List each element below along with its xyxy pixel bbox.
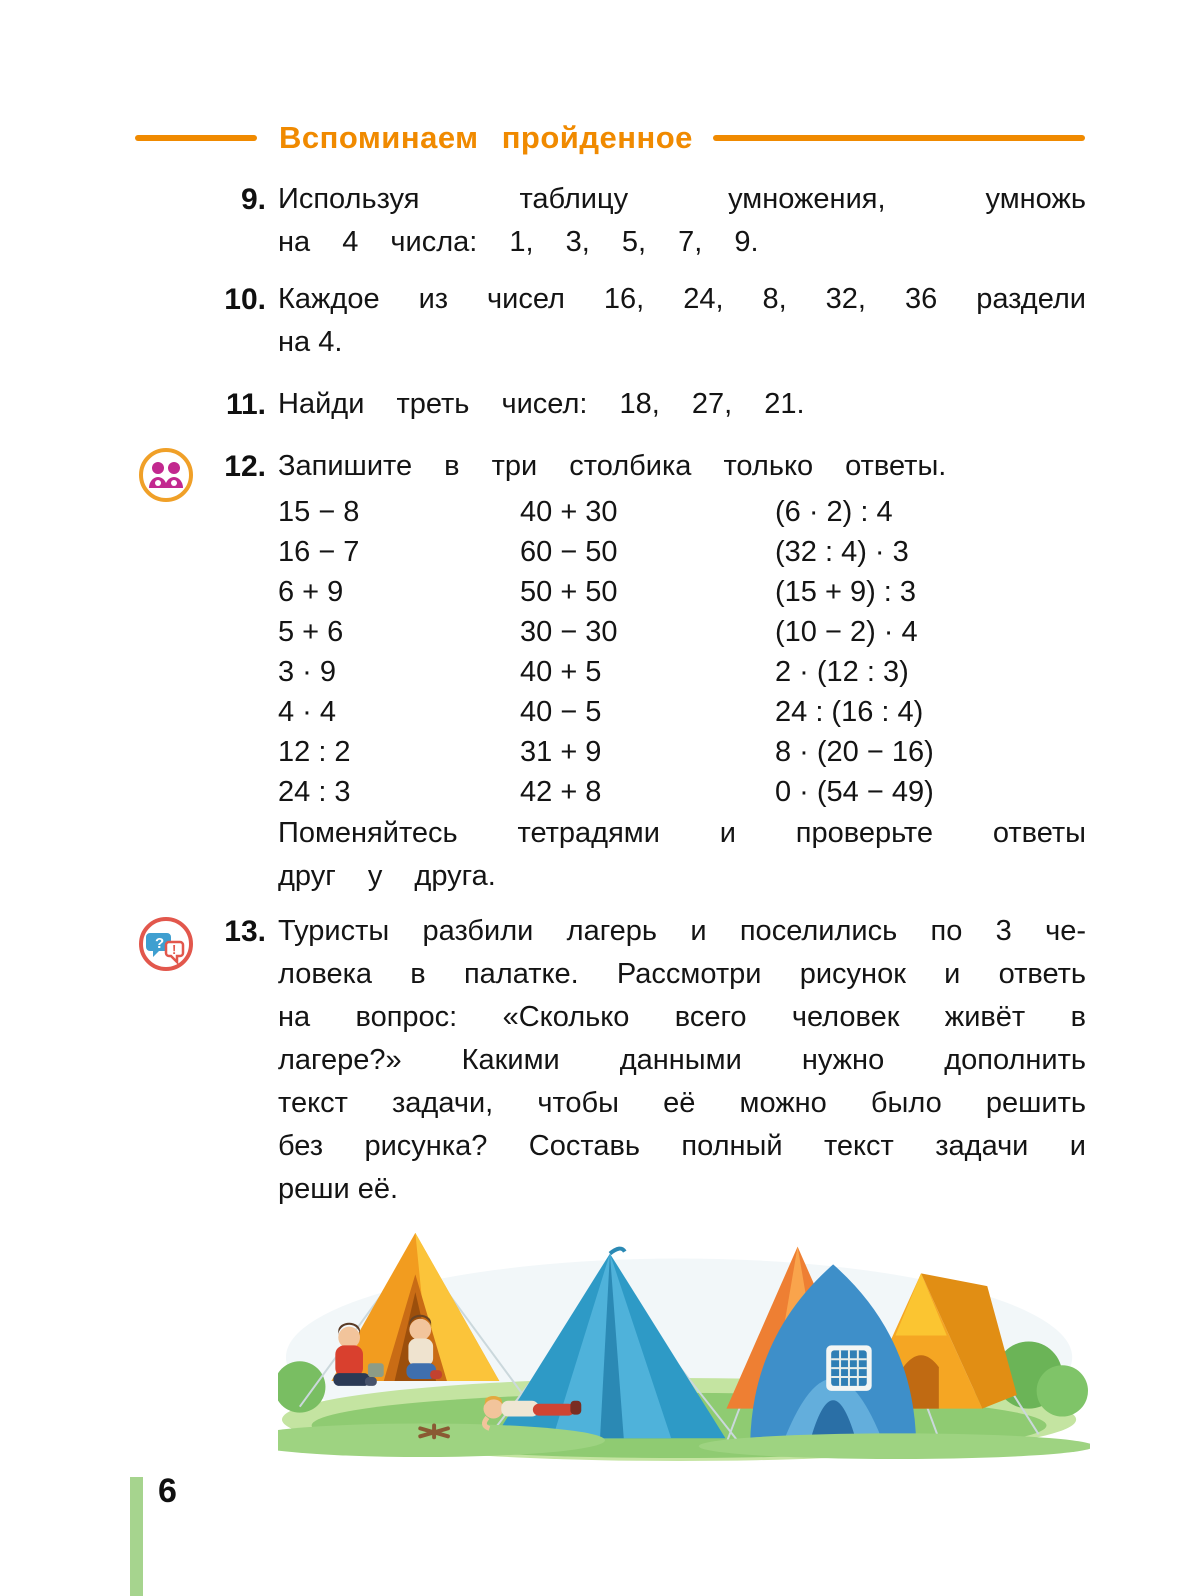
expression-column-1 (278, 492, 520, 812)
problem-number: 12. (224, 450, 266, 483)
problem-number: 13. (224, 915, 266, 948)
bush (1037, 1365, 1088, 1416)
expression: 12 : 2 (278, 736, 351, 768)
camp-scene-image (278, 1219, 1090, 1461)
svg-text:!: ! (172, 942, 177, 957)
problem-text-line: Найди треть чисел: 18, 27, 21. (278, 388, 805, 420)
expression: 5 + 6 (278, 616, 344, 648)
expression: (15 + 9) : 3 (775, 576, 917, 608)
pair-work-icon (138, 447, 194, 503)
expression: 16 − 7 (278, 536, 360, 568)
problem-12 (224, 445, 1086, 898)
expression: 40 + 30 (520, 496, 618, 528)
camp-illustration (278, 1219, 1090, 1461)
expression: 60 − 50 (520, 536, 618, 568)
expression-column-2 (520, 492, 775, 812)
expression: 50 + 50 (520, 576, 618, 608)
expression: 15 − 8 (278, 496, 360, 528)
problem-text-line: без рисунка? Составь полный текст задачи и (278, 1130, 1086, 1162)
problem-text-line: друг у друга. (278, 860, 496, 892)
expression: 30 − 30 (520, 616, 618, 648)
problem-text-line: реши её. (278, 1173, 399, 1205)
problem-text-line: Поменяйтесь тетрадями и проверьте ответы (278, 817, 1086, 849)
problem-number: 9. (240, 183, 266, 216)
problem-text-line: на 4. (278, 326, 343, 358)
problem-number: 10. (224, 283, 266, 316)
problem-text-line: на вопрос: «Сколько всего человек живёт в (278, 1001, 1086, 1033)
problem-text-line: Используя таблицу умножения, умножь (278, 183, 1086, 215)
header-rule-right-icon (713, 135, 1085, 141)
header-rule-left-icon (135, 135, 257, 141)
question-answer-icon (138, 916, 194, 972)
expression-column-3 (775, 492, 1086, 812)
expression: 31 + 9 (520, 736, 602, 768)
expression: 40 − 5 (520, 696, 602, 728)
problem-number: 11. (225, 388, 266, 421)
problem-10 (224, 278, 1086, 364)
problem-text-line: Каждое из чисел 16, 24, 8, 32, 36 раздели (278, 283, 1086, 315)
expression: 40 + 5 (520, 656, 602, 688)
svg-text:?: ? (155, 935, 165, 952)
expression: 6 + 9 (278, 576, 344, 608)
expression: (32 : 4) · 3 (775, 536, 909, 568)
page-number: 6 (158, 1472, 177, 1510)
page-content (155, 160, 1086, 1461)
problem-text-line: Запишите в три столбика только ответы. (278, 450, 947, 482)
expression: 2 · (12 : 3) (775, 656, 909, 688)
problem-text-line: Туристы разбили лагерь и поселились по 3 че- (278, 915, 1086, 947)
expression: 42 + 8 (520, 776, 602, 808)
expression: 8 · (20 − 16) (775, 736, 934, 768)
problem-11 (225, 383, 1086, 426)
expression: 3 · 9 (278, 656, 337, 688)
problem-text-line: текст задачи, чтобы её можно было решить (278, 1087, 1086, 1119)
problem-text-line: лагере?» Какими данными нужно дополнить (278, 1044, 1086, 1076)
expression: 4 · 4 (278, 696, 337, 728)
tent-window (826, 1345, 871, 1390)
section-header (135, 120, 1085, 156)
expression-columns (278, 492, 1086, 812)
expression: (6 · 2) : 4 (775, 496, 893, 528)
problem-13 (155, 910, 1086, 1211)
problem-9 (240, 178, 1086, 264)
expression: (10 − 2) · 4 (775, 616, 918, 648)
page-edge-bar (130, 1477, 143, 1596)
expression: 24 : (16 : 4) (775, 696, 924, 728)
expression: 0 · (54 − 49) (775, 776, 934, 808)
problem-text-line: на 4 числа: 1, 3, 5, 7, 9. (278, 226, 759, 258)
problem-text-line: ловека в палатке. Рассмотри рисунок и ответь (278, 958, 1086, 990)
expression: 24 : 3 (278, 776, 351, 808)
section-title: Вспоминаем пройденное (279, 120, 693, 155)
